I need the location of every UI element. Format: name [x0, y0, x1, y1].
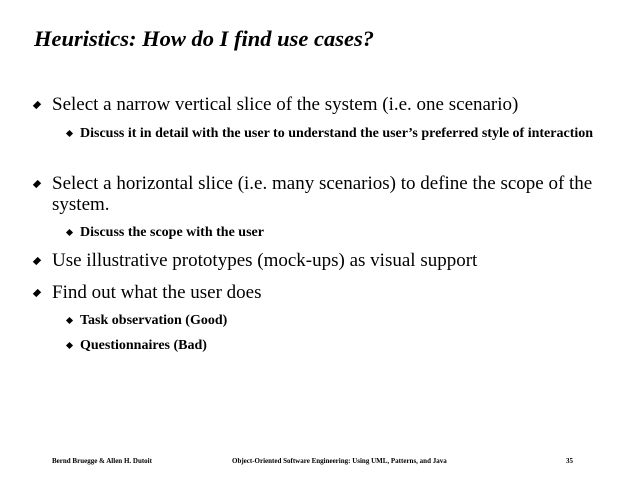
sub-bullet-text: Discuss the scope with the user	[80, 225, 264, 240]
bullet-text: Select a horizontal slice (i.e. many scenarios) to define the scope of the system.	[52, 173, 593, 215]
diamond-bullet-icon	[34, 290, 41, 297]
diamond-sub-bullet-icon	[67, 131, 73, 137]
footer-page-number: 35	[566, 457, 573, 465]
slide-title: Heuristics: How do I find use cases?	[34, 26, 375, 51]
footer-book-title: Object-Oriented Software Engineering: Using UML, Patterns, and Java	[232, 457, 447, 465]
sub-bullet-text: Task observation (Good)	[80, 313, 228, 328]
diamond-sub-bullet-icon	[67, 343, 73, 349]
diamond-sub-bullet-icon	[67, 230, 73, 236]
sub-bullet-text: Discuss it in detail with the user to understand the user’s preferred style of interaction	[80, 126, 594, 141]
diamond-bullet-icon	[34, 181, 41, 188]
diamond-bullet-icon	[34, 258, 41, 265]
bullet-text: Use illustrative prototypes (mock-ups) as visual support	[52, 250, 478, 271]
diamond-sub-bullet-icon	[67, 318, 73, 324]
sub-bullet-text: Questionnaires (Bad)	[80, 338, 207, 353]
bullet-text: Select a narrow vertical slice of the system (i.e. one scenario)	[52, 94, 519, 115]
diamond-bullet-icon	[34, 102, 41, 109]
footer-authors: Bernd Bruegge & Allen H. Dutoit	[52, 457, 152, 465]
bullet-text: Find out what the user does	[52, 282, 262, 303]
